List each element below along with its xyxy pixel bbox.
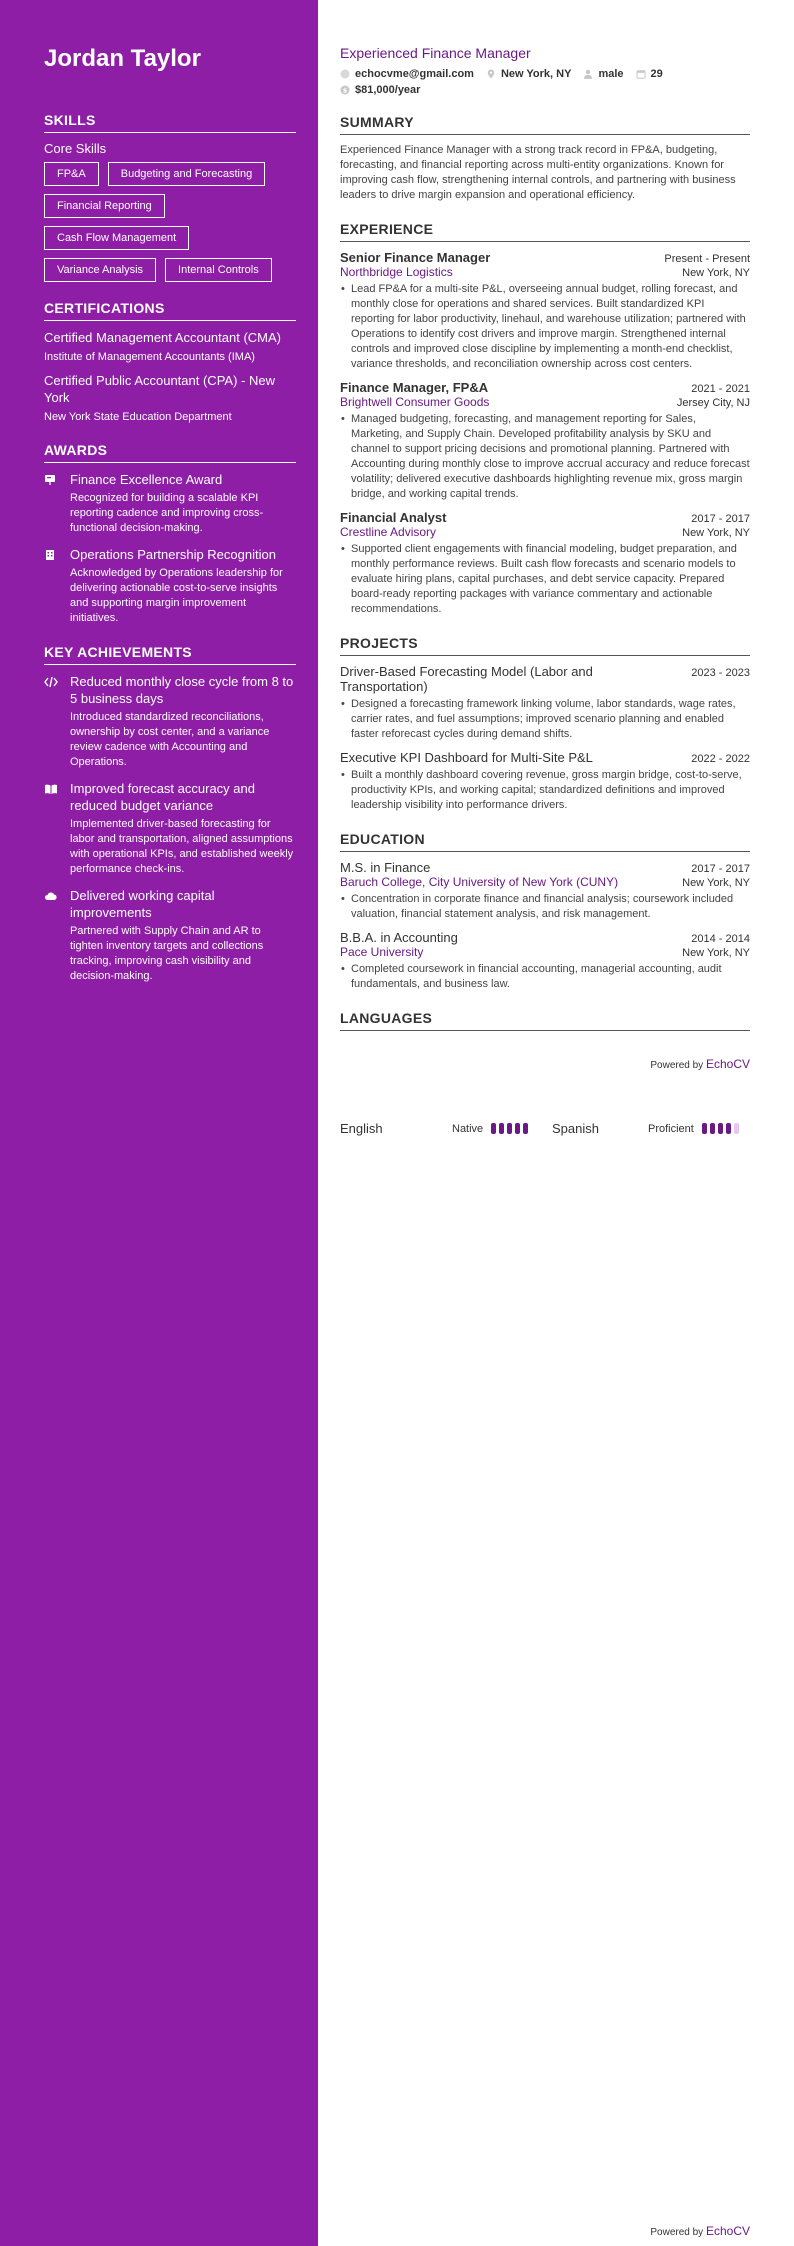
contact-salary bbox=[340, 84, 420, 96]
location-text: New York, NY bbox=[500, 68, 572, 80]
award-item bbox=[44, 546, 296, 626]
education-dates: 2017 - 2017 bbox=[691, 863, 750, 875]
education-entry bbox=[340, 860, 750, 922]
projects-heading: PROJECTS bbox=[340, 635, 750, 656]
job-title: Senior Finance Manager bbox=[340, 250, 491, 265]
calendar-icon bbox=[636, 69, 646, 79]
job-bullet: • Lead FP&A for a multi-site P&L, overseeing annual budget, rolling forecast, and monthly close for operations and shared services. Built standardized KPI reporting for labor productivity, linehaul, and warehouse utilization; partnered with Operations to identify cost drivers and improve margin. Strengthened internal controls and improved close discipline by implementing a month-end checklist, variance thresholds, and reconciliation ownership across cost centers. bbox=[340, 282, 750, 372]
achievement-desc: Implemented driver-based forecasting for labor and transportation, aligned assumptions with operational KPIs, and established weekly performance check-ins. bbox=[70, 818, 294, 875]
award-item bbox=[44, 471, 296, 536]
skill-tag: FP&A bbox=[44, 162, 99, 186]
powered-by bbox=[340, 1057, 750, 1071]
svg-text:$: $ bbox=[342, 86, 348, 95]
book-icon bbox=[44, 780, 60, 877]
language-rating bbox=[702, 1123, 739, 1134]
email-icon bbox=[340, 69, 350, 79]
headline: Experienced Finance Manager bbox=[340, 45, 531, 61]
award-desc: Acknowledged by Operations leadership for delivering actionable cost-to-serve insights and supporting margin improvement initiatives. bbox=[70, 567, 283, 624]
project-entry bbox=[340, 750, 750, 813]
code-icon bbox=[44, 673, 60, 770]
footer-powered-by bbox=[640, 2224, 750, 2238]
job-title: Finance Manager, FP&A bbox=[340, 380, 489, 395]
job-dates: 2017 - 2017 bbox=[691, 513, 750, 525]
job-title: Financial Analyst bbox=[340, 510, 447, 525]
achievement-desc: Introduced standardized reconciliations, ownership by cost center, and a variance review cadence with Accounting and Operations. bbox=[70, 711, 270, 768]
rating-dot bbox=[499, 1123, 504, 1134]
company-name: Northbridge Logistics bbox=[340, 265, 453, 279]
job-location: Jersey City, NJ bbox=[676, 397, 750, 409]
languages-heading: LANGUAGES bbox=[340, 1010, 750, 1031]
rating-dot bbox=[710, 1123, 715, 1134]
summary-section bbox=[340, 114, 750, 203]
project-dates: 2023 - 2023 bbox=[691, 667, 750, 679]
skill-tag: Budgeting and Forecasting bbox=[108, 162, 265, 186]
achievement-desc: Partnered with Supply Chain and AR to tighten inventory targets and collections tracking, improving cash visibility and decision-making. bbox=[70, 925, 264, 982]
language-level: Proficient bbox=[648, 1122, 694, 1135]
cert-name: Certified Public Accountant (CPA) - New York bbox=[44, 373, 275, 405]
cert-org: New York State Education Department bbox=[44, 411, 232, 423]
summary-text: Experienced Finance Manager with a strong track record in FP&A, budgeting, forecasting, and financial reporting across multi-entity organizations. Known for improving cash flow, strengthening internal controls, and partnering with business leaders to drive margin expansion and operational efficiency. bbox=[340, 144, 736, 201]
contact-gender bbox=[583, 68, 623, 80]
awards-heading: AWARDS bbox=[44, 442, 296, 463]
contact-age bbox=[636, 68, 663, 80]
achievement-title: Improved forecast accuracy and reduced budget variance bbox=[70, 781, 255, 813]
brand-logo: EchoCV bbox=[705, 2224, 750, 2238]
project-dates: 2022 - 2022 bbox=[691, 753, 750, 765]
achievement-title: Reduced monthly close cycle from 8 to 5 business days bbox=[70, 674, 294, 706]
person-icon bbox=[583, 69, 593, 79]
location-pin-icon bbox=[486, 69, 496, 79]
project-entry bbox=[340, 664, 750, 742]
rating-dot bbox=[507, 1123, 512, 1134]
job-entry bbox=[340, 250, 750, 372]
salary-icon bbox=[340, 85, 350, 95]
language-item bbox=[552, 1121, 739, 1136]
rating-dot bbox=[726, 1123, 731, 1134]
skill-tag: Internal Controls bbox=[165, 258, 272, 282]
gender-text: male bbox=[598, 68, 624, 80]
candidate-name: Jordan Taylor bbox=[44, 45, 201, 72]
certifications-section bbox=[44, 300, 296, 424]
awards-section bbox=[44, 442, 296, 626]
language-item bbox=[340, 1121, 552, 1136]
powered-by-label: Powered by bbox=[650, 1060, 704, 1071]
salary-text: $81,000/year bbox=[355, 84, 421, 96]
skills-section bbox=[44, 112, 296, 282]
achievements-heading: KEY ACHIEVEMENTS bbox=[44, 644, 296, 665]
language-name: Spanish bbox=[552, 1121, 599, 1136]
contact-location bbox=[486, 68, 572, 80]
company-name: Brightwell Consumer Goods bbox=[340, 395, 490, 409]
award-desc: Recognized for building a scalable KPI reporting cadence and improving cross-functional decision-making. bbox=[70, 492, 264, 534]
school-name: Baruch College, City University of New York (CUNY) bbox=[340, 875, 619, 889]
rating-dot bbox=[718, 1123, 723, 1134]
education-bullet: • Completed coursework in financial accounting, managerial accounting, audit fundamentals, and business law. bbox=[340, 962, 750, 992]
summary-heading: SUMMARY bbox=[340, 114, 750, 135]
skill-tag: Variance Analysis bbox=[44, 258, 156, 282]
language-level: Native bbox=[452, 1122, 484, 1135]
skill-tag: Cash Flow Management bbox=[44, 226, 189, 250]
skill-tag: Financial Reporting bbox=[44, 194, 165, 218]
degree: B.B.A. in Accounting bbox=[340, 930, 458, 945]
skills-heading: SKILLS bbox=[44, 112, 296, 133]
school-location: New York, NY bbox=[682, 877, 750, 889]
achievement-item bbox=[44, 673, 296, 770]
degree: M.S. in Finance bbox=[340, 860, 431, 875]
achievements-section bbox=[44, 644, 296, 984]
cloud-icon bbox=[44, 887, 60, 984]
job-dates: Present - Present bbox=[664, 253, 750, 265]
project-bullet: • Designed a forecasting framework linking volume, labor standards, wage rates, carrier rates, and fuel assumptions; improved scenario planning and enabled faster reforecast cycles during demand shifts. bbox=[340, 697, 750, 742]
education-dates: 2014 - 2014 bbox=[691, 933, 750, 945]
job-bullet: • Supported client engagements with financial modeling, budget preparation, and monthly performance reviews. Built cash flow forecasts and scenario models to evaluate hiring plans, capital purchases, and debt service capacity. Prepared board-ready reporting packages with variance commentary and actionable recommendations. bbox=[340, 542, 750, 617]
core-skills-label: Core Skills bbox=[44, 141, 107, 156]
main-content bbox=[340, 44, 750, 1154]
job-entry bbox=[340, 510, 750, 617]
cert-org: Institute of Management Accountants (IMA) bbox=[44, 351, 255, 363]
achievement-item bbox=[44, 887, 296, 984]
rating-dot bbox=[702, 1123, 707, 1134]
project-title: Driver-Based Forecasting Model (Labor and Transportation) bbox=[340, 664, 593, 694]
languages-section bbox=[340, 1010, 750, 1136]
company-name: Crestline Advisory bbox=[340, 525, 437, 539]
language-name: English bbox=[340, 1121, 383, 1136]
experience-section bbox=[340, 221, 750, 617]
job-location: New York, NY bbox=[682, 527, 750, 539]
project-title: Executive KPI Dashboard for Multi-Site P&L bbox=[340, 750, 593, 765]
job-entry bbox=[340, 380, 750, 502]
email-text: echocvme@gmail.com bbox=[355, 68, 474, 80]
achievement-item bbox=[44, 780, 296, 877]
award-title: Operations Partnership Recognition bbox=[70, 547, 276, 562]
age-text: 29 bbox=[650, 68, 663, 80]
rating-dot bbox=[515, 1123, 520, 1134]
powered-by-label: Powered by bbox=[650, 2227, 704, 2238]
language-list bbox=[340, 1121, 750, 1136]
sidebar bbox=[0, 0, 318, 2246]
education-bullet: • Concentration in corporate finance and financial analysis; coursework included valuation, financial statement analysis, and risk management. bbox=[340, 892, 750, 922]
school-name: Pace University bbox=[340, 945, 424, 959]
education-entry bbox=[340, 930, 750, 992]
projects-section bbox=[340, 635, 750, 813]
achievement-title: Delivered working capital improvements bbox=[70, 888, 215, 920]
job-bullet: • Managed budgeting, forecasting, and management reporting for Sales, Marketing, and Supply Chain. Developed profitability analysis by SKU and channel to support pricing decisions and promotional planning. Partnered with Accounting during monthly close to improve accrual accuracy and reduce forecast volatility; delivered executive dashboards highlighting revenue mix, gross margin bridge, and working capital trends. bbox=[340, 412, 750, 502]
job-location: New York, NY bbox=[682, 267, 750, 279]
skill-tags bbox=[44, 162, 296, 282]
school-location: New York, NY bbox=[682, 947, 750, 959]
language-rating bbox=[491, 1123, 528, 1134]
brand-logo: EchoCV bbox=[705, 1057, 750, 1071]
contact-email[interactable] bbox=[340, 68, 474, 80]
experience-heading: EXPERIENCE bbox=[340, 221, 750, 242]
award-title: Finance Excellence Award bbox=[70, 472, 223, 487]
presentation-icon bbox=[44, 471, 60, 536]
job-dates: 2021 - 2021 bbox=[691, 383, 750, 395]
project-bullet: • Built a monthly dashboard covering revenue, gross margin bridge, cost-to-serve, productivity KPIs, and working capital; standardized definitions and improved leadership visibility into performance drivers. bbox=[340, 768, 750, 813]
rating-dot bbox=[523, 1123, 528, 1134]
education-section bbox=[340, 831, 750, 992]
certifications-heading: CERTIFICATIONS bbox=[44, 300, 296, 321]
building-icon bbox=[44, 546, 60, 626]
education-heading: EDUCATION bbox=[340, 831, 750, 852]
contact-info bbox=[340, 68, 750, 96]
rating-dot bbox=[491, 1123, 496, 1134]
rating-dot bbox=[734, 1123, 739, 1134]
cert-name: Certified Management Accountant (CMA) bbox=[44, 330, 281, 345]
